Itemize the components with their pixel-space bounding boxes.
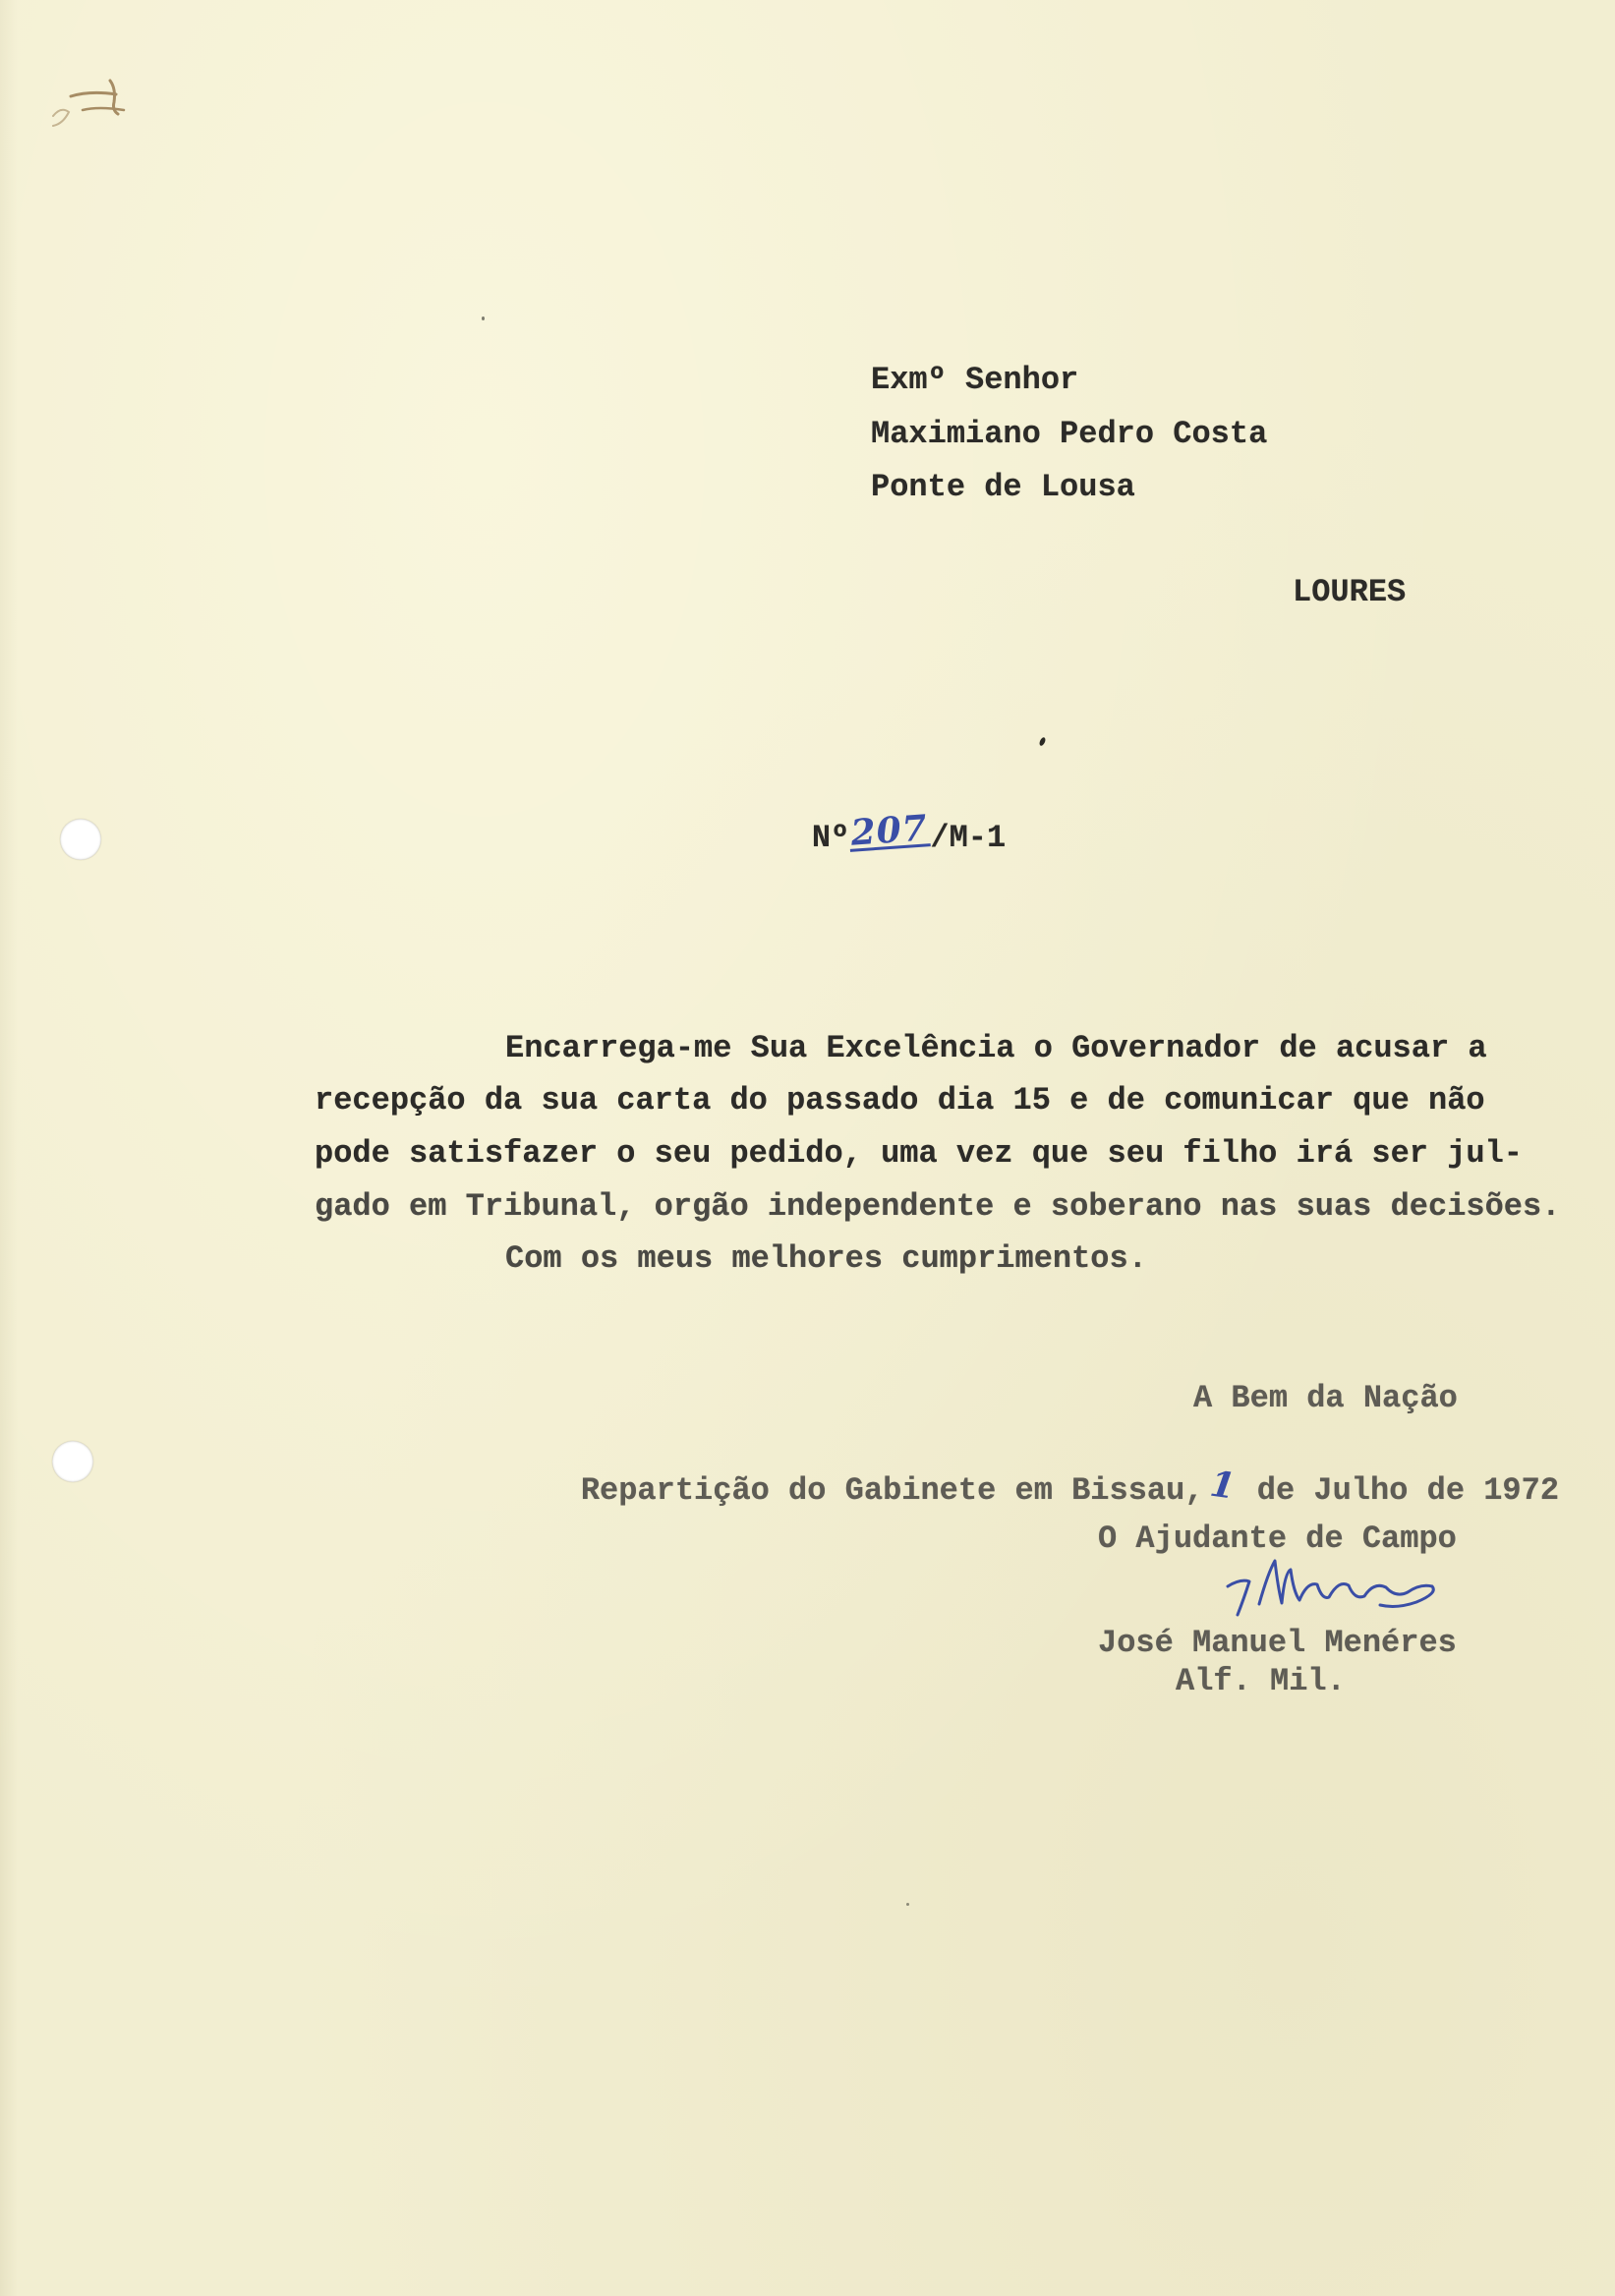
signer-role: O Ajudante de Campo [1098,1521,1457,1557]
body-line-3: pode satisfazer o seu pedido, uma vez que seu filho irá ser jul- [315,1135,1523,1172]
date-rest: de Julho de 1972 [1238,1472,1560,1509]
recipient-city: LOURES [1293,574,1407,610]
top-left-stain-mark [53,81,124,126]
reference-line [736,783,1006,891]
place-prefix: Repartição do Gabinete em Bissau, [580,1472,1204,1509]
body-closing: Com os meus melhores cumprimentos. [505,1240,1147,1277]
punch-hole-bottom [52,1441,93,1482]
signer-rank: Alf. Mil. [1176,1663,1346,1699]
punch-hole-top [60,819,101,860]
date-day-handwritten: 1 [1206,1463,1238,1508]
reference-number-handwritten: 207 [849,807,930,854]
recipient-name: Maximiano Pedro Costa [871,416,1268,452]
signature [1228,1561,1433,1615]
ink-speck [1038,736,1046,746]
reference-prefix: Nº [811,820,850,856]
recipient-salutation: Exmº Senhor [871,362,1079,398]
reference-suffix: /M-1 [930,820,1007,856]
ink-speck [906,1903,909,1906]
signer-name: José Manuel Menéres [1098,1625,1457,1661]
body-line-2: recepção da sua carta do passado dia 15 e de comunicar que não [315,1082,1485,1119]
body-line-1: Encarrega-me Sua Excelência o Governador de acusar a [505,1030,1487,1066]
ink-speck [482,316,485,320]
motto: A Bem da Nação [1193,1380,1458,1416]
recipient-address: Ponte de Lousa [871,469,1135,505]
body-line-4: gado em Tribunal, orgão independente e soberano nas suas decisões. [315,1188,1561,1225]
